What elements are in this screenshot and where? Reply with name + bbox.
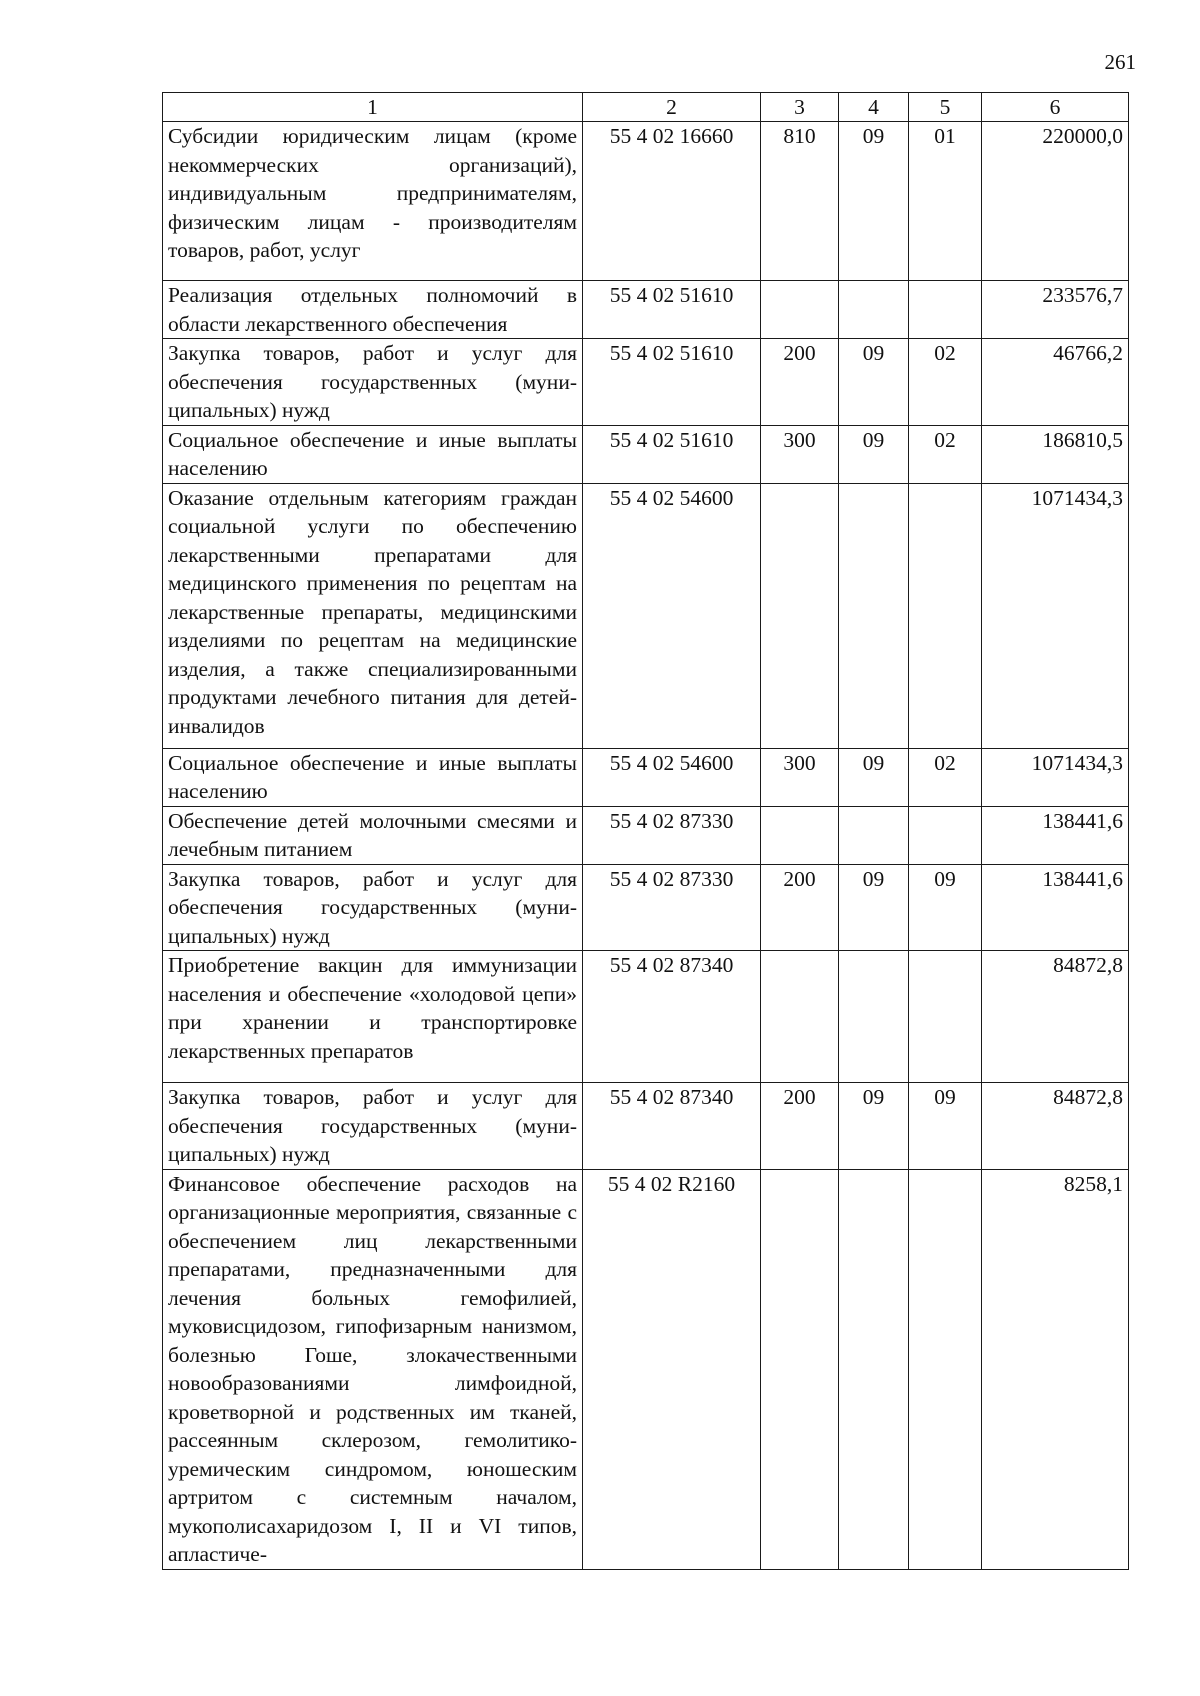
row-col-3	[761, 806, 839, 864]
row-code: 55 4 02 51610	[583, 425, 761, 483]
row-col-4: 09	[839, 1083, 909, 1170]
row-col-5	[909, 951, 982, 1083]
row-amount: 84872,8	[982, 1083, 1129, 1170]
table-row	[163, 951, 1129, 1083]
row-code: 55 4 02 51610	[583, 339, 761, 426]
row-col-5	[909, 281, 982, 339]
row-col-4	[839, 806, 909, 864]
row-code: 55 4 02 51610	[583, 281, 761, 339]
row-col-5: 09	[909, 864, 982, 951]
row-col-5: 02	[909, 339, 982, 426]
row-col-3	[761, 483, 839, 748]
header-row	[163, 93, 1129, 122]
row-col-5	[909, 806, 982, 864]
row-col-3: 200	[761, 339, 839, 426]
row-col-5	[909, 1169, 982, 1569]
row-description: Оказание отдельным категориям граждан социальной услуги по обеспечению лекарственными препаратами для медицинского применения по рецептам на лекарственные препараты, медицинскими изделиями по рецептам на медицинские изделия, а также специализированными продуктами лечебного питания для детей-инвалидов	[163, 483, 583, 748]
row-col-4	[839, 483, 909, 748]
row-col-3: 200	[761, 864, 839, 951]
table-row	[163, 339, 1129, 426]
row-amount: 1071434,3	[982, 748, 1129, 806]
row-col-5	[909, 483, 982, 748]
row-amount: 8258,1	[982, 1169, 1129, 1569]
row-description: Обеспечение детей молочными смесями и лечебным питанием	[163, 806, 583, 864]
row-col-3	[761, 1169, 839, 1569]
row-code: 55 4 02 87340	[583, 951, 761, 1083]
header-col-2: 2	[583, 93, 761, 122]
row-col-5: 09	[909, 1083, 982, 1170]
row-amount: 233576,7	[982, 281, 1129, 339]
row-code: 55 4 02 87340	[583, 1083, 761, 1170]
row-col-4	[839, 1169, 909, 1569]
row-col-3: 810	[761, 122, 839, 281]
row-col-5: 01	[909, 122, 982, 281]
row-amount: 138441,6	[982, 806, 1129, 864]
page-number: 261	[1104, 50, 1136, 74]
table-body	[163, 122, 1129, 1570]
table-row	[163, 483, 1129, 748]
row-code: 55 4 02 87330	[583, 864, 761, 951]
row-amount: 220000,0	[982, 122, 1129, 281]
row-description: Социальное обеспечение и иные выплаты населению	[163, 425, 583, 483]
row-col-4: 09	[839, 122, 909, 281]
table-row	[163, 122, 1129, 281]
header-col-5: 5	[909, 93, 982, 122]
table-row	[163, 1169, 1129, 1569]
row-col-5: 02	[909, 425, 982, 483]
row-col-3: 300	[761, 425, 839, 483]
table-row	[163, 806, 1129, 864]
row-description: Реализация отдельных полномочий в области лекарственного обеспечения	[163, 281, 583, 339]
row-col-3: 300	[761, 748, 839, 806]
table-row	[163, 425, 1129, 483]
row-description: Финансовое обеспечение расходов на организационные мероприятия, связанные с обеспечением лиц лекарственными препаратами, предназначенными для лечения больных гемофилией, муковисцидозом, гипофизарным нанизмом, болезнью Гоше, злокачественными новообразованиями лимфоидной, кроветворной и родственных им тканей, рассеянным склерозом, гемолитико-уремическим синдромом, юношеским артритом с системным началом, мукополисахаридозом I, II и VI типов, апластиче-	[163, 1169, 583, 1569]
row-col-4: 09	[839, 748, 909, 806]
table-header	[163, 93, 1129, 122]
row-col-4	[839, 951, 909, 1083]
row-description: Социальное обеспечение и иные выплаты населению	[163, 748, 583, 806]
row-amount: 46766,2	[982, 339, 1129, 426]
table-row	[163, 1083, 1129, 1170]
row-amount: 186810,5	[982, 425, 1129, 483]
row-description: Закупка товаров, работ и услуг для обеспечения государственных (муниципальных) нужд	[163, 864, 583, 951]
row-code: 55 4 02 54600	[583, 748, 761, 806]
row-description: Закупка товаров, работ и услуг для обеспечения государственных (муниципальных) нужд	[163, 1083, 583, 1170]
table-row	[163, 748, 1129, 806]
row-col-4: 09	[839, 339, 909, 426]
row-code: 55 4 02 87330	[583, 806, 761, 864]
row-description: Субсидии юридическим лицам (кроме некоммерческих организаций), индивидуальным предпринимателям, физическим лицам - производителям товаров, работ, услуг	[163, 122, 583, 281]
row-description: Закупка товаров, работ и услуг для обеспечения государственных (муниципальных) нужд	[163, 339, 583, 426]
row-col-4: 09	[839, 864, 909, 951]
budget-table	[162, 92, 1129, 1570]
row-col-3	[761, 951, 839, 1083]
row-col-4	[839, 281, 909, 339]
row-code: 55 4 02 16660	[583, 122, 761, 281]
row-description: Приобретение вакцин для иммунизации населения и обеспечение «холодовой цепи» при хранении и транспортировке лекарственных препаратов	[163, 951, 583, 1083]
header-col-3: 3	[761, 93, 839, 122]
row-col-4: 09	[839, 425, 909, 483]
row-col-3: 200	[761, 1083, 839, 1170]
row-code: 55 4 02 R2160	[583, 1169, 761, 1569]
row-amount: 138441,6	[982, 864, 1129, 951]
row-col-3	[761, 281, 839, 339]
row-col-5: 02	[909, 748, 982, 806]
row-amount: 1071434,3	[982, 483, 1129, 748]
header-col-1: 1	[163, 93, 583, 122]
row-amount: 84872,8	[982, 951, 1129, 1083]
table-row	[163, 864, 1129, 951]
table-row	[163, 281, 1129, 339]
row-code: 55 4 02 54600	[583, 483, 761, 748]
header-col-4: 4	[839, 93, 909, 122]
header-col-6: 6	[982, 93, 1129, 122]
